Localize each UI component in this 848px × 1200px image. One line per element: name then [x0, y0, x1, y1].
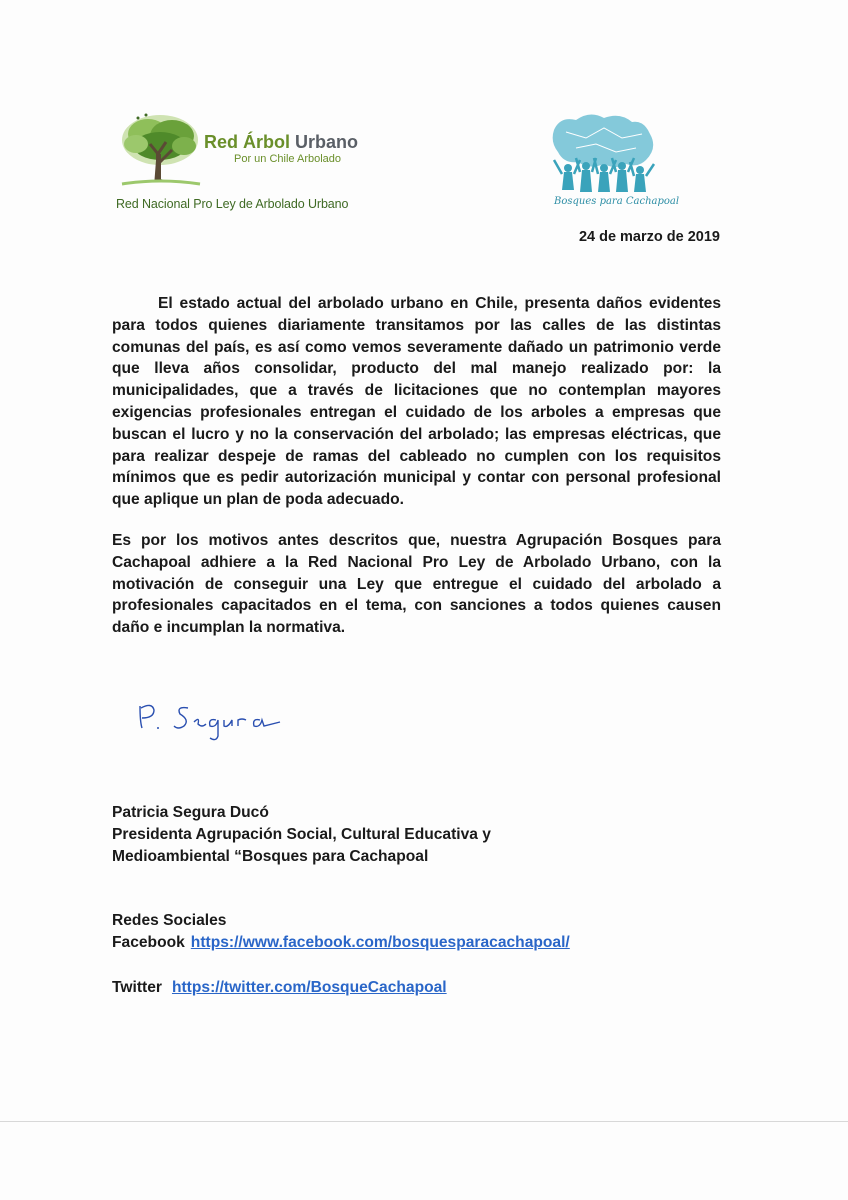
bosques-para-cachapoal-logo — [546, 108, 680, 216]
signer-title-line-1: Presidenta Agrupación Social, Cultural Educativa y — [112, 826, 491, 843]
logo-title-part1: Red Árbol — [204, 132, 291, 152]
twitter-label: Twitter — [112, 979, 162, 996]
handwritten-signature — [136, 698, 296, 742]
twitter-row — [112, 977, 570, 999]
map-people-icon — [546, 108, 666, 204]
red-arbol-urbano-logo — [116, 110, 386, 220]
tree-icon — [116, 110, 204, 190]
logo-title-part2: Urbano — [290, 132, 359, 152]
logo-subtitle: Por un Chile Arbolado — [234, 153, 342, 165]
social-heading: Redes Sociales — [112, 912, 227, 929]
body-paragraph-2: Es por los motivos antes descritos que, nuestra Agrupación Bosques para Cachapoal adhiere a la Red Nacional Pro Ley de Arbolado Urbano, con la motivación de conseguir una Ley que entregue el cuidado del arbolado a profesionales capacitados en el tema, con sanciones a todos quienes causen daño e incumplan la normativa. — [112, 532, 721, 637]
letter-date: 24 de marzo de 2019 — [578, 229, 720, 245]
signature-block — [112, 802, 491, 868]
social-networks — [112, 910, 570, 999]
twitter-link[interactable]: https://twitter.com/BosqueCachapoal — [171, 979, 447, 996]
signer-title-line-2: Medioambiental “Bosques para Cachapoal — [112, 848, 429, 865]
logo-title — [204, 132, 358, 153]
scan-edge-divider — [0, 1121, 848, 1122]
facebook-link[interactable]: https://www.facebook.com/bosquesparacachapoal/ — [190, 934, 570, 951]
signer-name: Patricia Segura Ducó — [112, 804, 269, 821]
facebook-row — [112, 932, 570, 954]
logo-caption: Bosques para Cachapoal — [554, 196, 680, 207]
facebook-label: Facebook — [112, 934, 185, 951]
body-paragraph-1: El estado actual del arbolado urbano en Chile, presenta daños evidentes para todos quienes diariamente transitamos por las calles de las distintas comunas del país, es así como vemos severamente dañado un patrimonio verde que lleva años consolidar, producto del mal manejo realizado por: la municipalidades, que a través de licitaciones que no contemplan mayores exigencias profesionales entregan el cuidado de los arboles a empresas que buscan el lucro y no la conservación del arbolado; las empresas eléctricas, que para realizar despeje de ramas del cableado no cumplen con los requisitos mínimos que es pedir autorización municipal y contar con personal profesional que aplique un plan de poda adecuado. — [112, 295, 721, 509]
logo-network-name: Red Nacional Pro Ley de Arbolado Urbano — [116, 197, 349, 211]
